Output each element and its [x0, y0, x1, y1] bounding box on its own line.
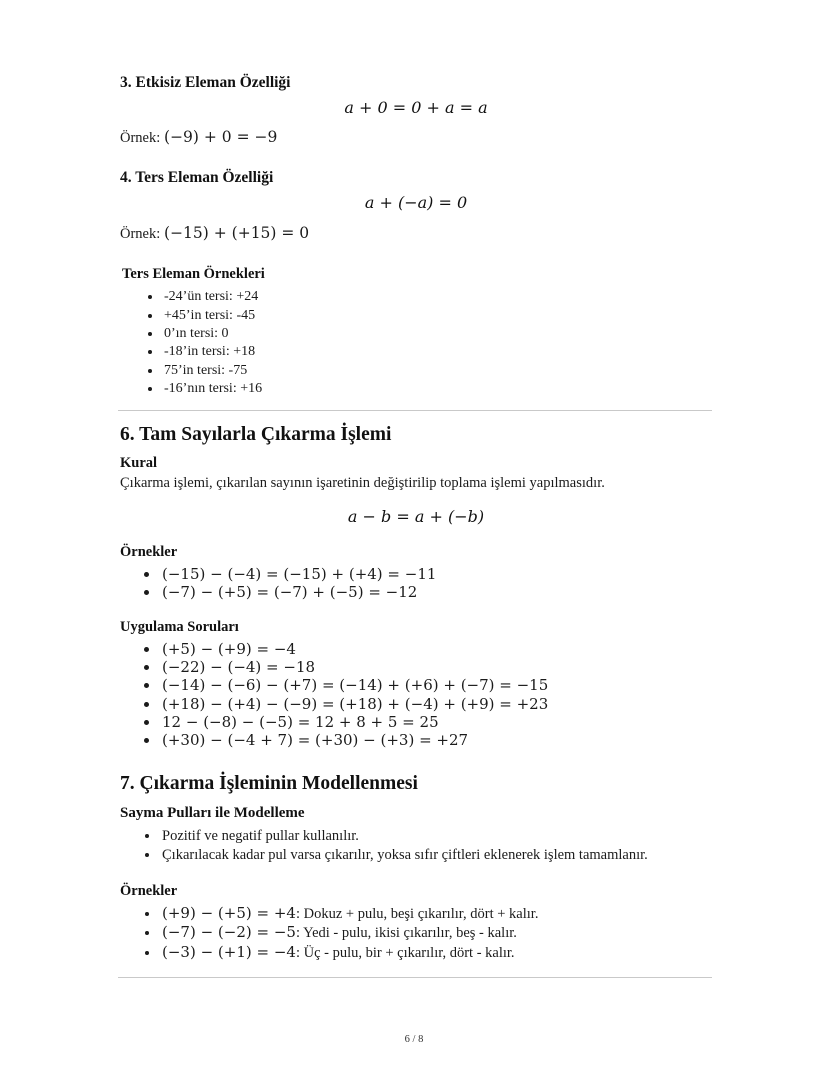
modeling-rules-list — [160, 827, 712, 865]
example-text: : Yedi - pulu, ikisi çıkarılır, beş - kalır. — [295, 925, 517, 942]
section-6-heading: 6. Tam Sayılarla Çıkarma İşlemi — [120, 424, 392, 446]
list-item: • 12 − (−8) − (−5) = 12 + 8 + 5 = 25 — [160, 713, 712, 731]
list-item: • (+5) − (+9) = −4 — [160, 640, 712, 658]
inverse-examples-heading: Ters Eleman Örnekleri — [122, 266, 265, 283]
list-item: • 0’ın tersi: 0 — [162, 325, 712, 343]
example-math: (−3) − (+1) = −4 — [162, 943, 296, 962]
rule-heading: Kural — [120, 454, 158, 471]
section-divider — [118, 977, 712, 978]
list-item: • 75’in tersi: -75 — [162, 362, 712, 380]
inverse-example-math: (−15) + (+15) = 0 — [164, 224, 310, 243]
list-item: • (−7) − (+5) = (−7) + (−5) = −12 — [160, 583, 712, 601]
section-divider — [118, 410, 712, 411]
section-4-heading: 4. Ters Eleman Özelliği — [120, 168, 274, 186]
subtraction-formula: a − b = a + (−b) — [347, 507, 485, 527]
modeling-examples-heading: Örnekler — [120, 882, 178, 899]
list-item: • -16’nın tersi: +16 — [162, 380, 712, 398]
list-item: • (−15) − (−4) = (−15) + (+4) = −11 — [160, 565, 712, 583]
example-math: (+9) − (+5) = +4 — [162, 903, 296, 922]
example-label: Örnek: — [120, 129, 161, 146]
example-text: : Üç - pulu, bir + çıkarılır, dört - kalır. — [295, 945, 515, 962]
list-item — [160, 904, 712, 924]
practice-questions-heading: Uygulama Soruları — [120, 618, 239, 635]
examples-heading: Örnekler — [120, 544, 178, 561]
list-item: • (+18) − (+4) − (−9) = (+18) + (−4) + (+9) = +23 — [160, 695, 712, 713]
practice-questions-list — [160, 640, 712, 750]
inverse-examples-list — [162, 288, 712, 398]
list-item: • Pozitif ve negatif pullar kullanılır. — [160, 827, 712, 846]
page-content — [120, 0, 712, 978]
example-text: : Dokuz + pulu, beşi çıkarılır, dört + kalır. — [295, 905, 539, 922]
example-math: (−7) − (−2) = −5 — [162, 923, 296, 942]
page-number: 6 / 8 — [404, 1034, 424, 1045]
identity-example-math: (−9) + 0 = −9 — [164, 127, 278, 146]
list-item — [160, 943, 712, 963]
rule-text: Çıkarma işlemi, çıkarılan sayının işaretinin değiştirilip toplama işlemi yapılmasıdır. — [120, 474, 605, 491]
inverse-element-formula: a + (−a) = 0 — [364, 193, 468, 213]
list-item: • Çıkarılacak kadar pul varsa çıkarılır, yoksa sıfır çiftleri eklenerek işlem tamamlanır. — [160, 846, 712, 865]
identity-element-formula: a + 0 = 0 + a = a — [344, 97, 488, 117]
list-item: • +45’in tersi: -45 — [162, 307, 712, 325]
subtraction-examples-list — [160, 565, 712, 602]
list-item: • -24’ün tersi: +24 — [162, 288, 712, 306]
list-item: • -18’in tersi: +18 — [162, 343, 712, 361]
identity-example — [120, 128, 712, 147]
counting-chips-heading: Sayma Pulları ile Modelleme — [120, 804, 305, 821]
inverse-example — [120, 224, 712, 243]
list-item: • (+30) − (−4 + 7) = (+30) − (+3) = +27 — [160, 731, 712, 749]
example-label: Örnek: — [120, 226, 161, 243]
section-3-heading: 3. Etkisiz Eleman Özelliği — [120, 74, 291, 91]
modeling-examples-list — [160, 904, 712, 964]
list-item — [160, 923, 712, 943]
list-item: • (−14) − (−6) − (+7) = (−14) + (+6) + (−7) = −15 — [160, 676, 712, 694]
section-7-heading: 7. Çıkarma İşleminin Modellenmesi — [120, 773, 418, 795]
list-item: • (−22) − (−4) = −18 — [160, 658, 712, 676]
